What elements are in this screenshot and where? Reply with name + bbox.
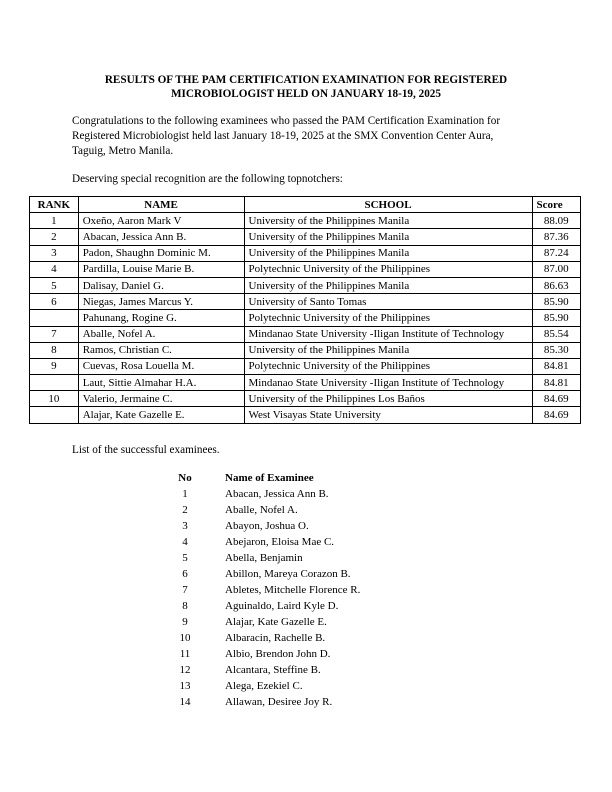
intro-line-2: Registered Microbiologist held last January 18-19, 2025 at the SMX Convention Center Aura, xyxy=(72,130,494,142)
list-item xyxy=(170,646,360,662)
header-name: NAME xyxy=(78,197,244,213)
examinee-number: 9 xyxy=(182,616,188,628)
list-item xyxy=(170,502,360,518)
examinees-body xyxy=(170,486,360,710)
table-row xyxy=(30,261,581,277)
name-cell: Cuevas, Rosa Louella M. xyxy=(78,358,244,374)
rank-cell: 10 xyxy=(30,391,79,407)
title-line-1: RESULTS OF THE PAM CERTIFICATION EXAMINATION FOR REGISTERED xyxy=(104,74,508,86)
examinee-name: Alajar, Kate Gazelle E. xyxy=(225,616,327,628)
school-cell: Polytechnic University of the Philippines xyxy=(244,358,532,374)
list-item xyxy=(170,534,360,550)
name-cell: Ramos, Christian C. xyxy=(78,342,244,358)
list-item xyxy=(170,662,360,678)
examinee-number: 8 xyxy=(182,600,188,612)
score-cell: 87.00 xyxy=(532,261,580,277)
intro-paragraph xyxy=(72,114,572,159)
list-item xyxy=(170,614,360,630)
score-cell: 84.69 xyxy=(532,407,580,423)
score-cell: 85.90 xyxy=(532,310,580,326)
examinee-number: 3 xyxy=(182,520,188,532)
rank-cell xyxy=(30,375,79,391)
score-cell: 84.81 xyxy=(532,358,580,374)
name-cell: Oxeño, Aaron Mark V xyxy=(78,213,244,229)
score-cell: 84.81 xyxy=(532,375,580,391)
examinee-name: Aballe, Nofel A. xyxy=(225,504,298,516)
examinee-name: Abacan, Jessica Ann B. xyxy=(225,488,329,500)
rank-cell xyxy=(30,407,79,423)
examinees-header-row xyxy=(170,470,360,486)
name-cell: Pardilla, Louise Marie B. xyxy=(78,261,244,277)
table-row xyxy=(30,294,581,310)
name-cell: Laut, Sittie Almahar H.A. xyxy=(78,375,244,391)
table-row xyxy=(30,245,581,261)
name-cell: Abacan, Jessica Ann B. xyxy=(78,229,244,245)
school-cell: Mindanao State University -Iligan Institute of Technology xyxy=(244,326,532,342)
examinee-number: 2 xyxy=(182,504,188,516)
table-row xyxy=(30,342,581,358)
name-cell: Alajar, Kate Gazelle E. xyxy=(78,407,244,423)
examinee-number: 10 xyxy=(179,632,191,644)
examinee-number: 4 xyxy=(182,536,188,548)
score-cell: 85.30 xyxy=(532,342,580,358)
rank-cell: 4 xyxy=(30,261,79,277)
list-item xyxy=(170,550,360,566)
name-cell: Dalisay, Daniel G. xyxy=(78,277,244,293)
intro-line-1: Congratulations to the following examinees who passed the PAM Certification Examination for xyxy=(72,115,501,127)
name-cell: Aballe, Nofel A. xyxy=(78,326,244,342)
header-school: SCHOOL xyxy=(244,197,532,213)
rank-cell: 9 xyxy=(30,358,79,374)
header-no: No xyxy=(178,472,192,484)
header-rank: RANK xyxy=(30,197,79,213)
examinee-number: 12 xyxy=(179,664,191,676)
rank-cell: 7 xyxy=(30,326,79,342)
name-cell: Valerio, Jermaine C. xyxy=(78,391,244,407)
list-item xyxy=(170,566,360,582)
list-item xyxy=(170,598,360,614)
examinee-number: 7 xyxy=(182,584,188,596)
school-cell: West Visayas State University xyxy=(244,407,532,423)
score-cell: 88.09 xyxy=(532,213,580,229)
examinee-name: Alega, Ezekiel C. xyxy=(225,680,303,692)
table-row xyxy=(30,277,581,293)
rank-cell xyxy=(30,310,79,326)
topnotchers-table xyxy=(29,196,581,424)
score-cell: 85.54 xyxy=(532,326,580,342)
school-cell: Polytechnic University of the Philippines xyxy=(244,310,532,326)
school-cell: University of the Philippines Manila xyxy=(244,277,532,293)
list-item xyxy=(170,582,360,598)
header-examinee-name: Name of Examinee xyxy=(225,472,314,484)
list-item xyxy=(170,486,360,502)
table-row xyxy=(30,407,581,423)
document-title xyxy=(40,73,572,101)
examinees-list xyxy=(170,470,360,710)
score-cell: 87.24 xyxy=(532,245,580,261)
table-row xyxy=(30,358,581,374)
rank-cell: 6 xyxy=(30,294,79,310)
rank-cell: 8 xyxy=(30,342,79,358)
name-cell: Niegas, James Marcus Y. xyxy=(78,294,244,310)
rank-cell: 2 xyxy=(30,229,79,245)
table-row xyxy=(30,375,581,391)
examinee-name: Abletes, Mitchelle Florence R. xyxy=(225,584,361,596)
list-heading: List of the successful examinees. xyxy=(72,444,220,456)
examinee-number: 1 xyxy=(182,488,188,500)
examinee-name: Abayon, Joshua O. xyxy=(225,520,309,532)
examinee-number: 11 xyxy=(179,648,191,660)
school-cell: University of the Philippines Los Baños xyxy=(244,391,532,407)
examinee-name: Albaracin, Rachelle B. xyxy=(225,632,326,644)
school-cell: University of Santo Tomas xyxy=(244,294,532,310)
table-row xyxy=(30,391,581,407)
rank-cell: 1 xyxy=(30,213,79,229)
list-item xyxy=(170,678,360,694)
examinee-number: 6 xyxy=(182,568,188,580)
header-score: Score xyxy=(532,197,580,213)
table-row xyxy=(30,310,581,326)
table-row xyxy=(30,326,581,342)
examinee-number: 14 xyxy=(179,696,191,708)
topnotchers-body xyxy=(30,213,581,423)
examinee-number: 13 xyxy=(179,680,191,692)
school-cell: Polytechnic University of the Philippines xyxy=(244,261,532,277)
name-cell: Padon, Shaughn Dominic M. xyxy=(78,245,244,261)
school-cell: University of the Philippines Manila xyxy=(244,342,532,358)
score-cell: 86.63 xyxy=(532,277,580,293)
topnotchers-header-row xyxy=(30,197,581,213)
special-recognition-text: Deserving special recognition are the following topnotchers: xyxy=(72,173,343,185)
examinee-name: Albio, Brendon John D. xyxy=(225,648,331,660)
examinee-name: Allawan, Desiree Joy R. xyxy=(225,696,333,708)
title-line-2: MICROBIOLOGIST HELD ON JANUARY 18-19, 2025 xyxy=(171,88,441,100)
score-cell: 84.69 xyxy=(532,391,580,407)
list-item xyxy=(170,694,360,710)
examinee-name: Abillon, Mareya Corazon B. xyxy=(225,568,351,580)
school-cell: Mindanao State University -Iligan Institute of Technology xyxy=(244,375,532,391)
examinee-name: Aguinaldo, Laird Kyle D. xyxy=(225,600,339,612)
examinee-name: Alcantara, Steffine B. xyxy=(225,664,321,676)
school-cell: University of the Philippines Manila xyxy=(244,245,532,261)
table-row xyxy=(30,213,581,229)
school-cell: University of the Philippines Manila xyxy=(244,213,532,229)
school-cell: University of the Philippines Manila xyxy=(244,229,532,245)
examinee-name: Abella, Benjamin xyxy=(225,552,303,564)
intro-line-3: Taguig, Metro Manila. xyxy=(72,145,174,157)
rank-cell: 5 xyxy=(30,277,79,293)
score-cell: 85.90 xyxy=(532,294,580,310)
examinee-number: 5 xyxy=(182,552,188,564)
score-cell: 87.36 xyxy=(532,229,580,245)
examinee-name: Abejaron, Eloisa Mae C. xyxy=(225,536,335,548)
rank-cell: 3 xyxy=(30,245,79,261)
table-row xyxy=(30,229,581,245)
list-item xyxy=(170,518,360,534)
list-item xyxy=(170,630,360,646)
name-cell: Pahunang, Rogine G. xyxy=(78,310,244,326)
